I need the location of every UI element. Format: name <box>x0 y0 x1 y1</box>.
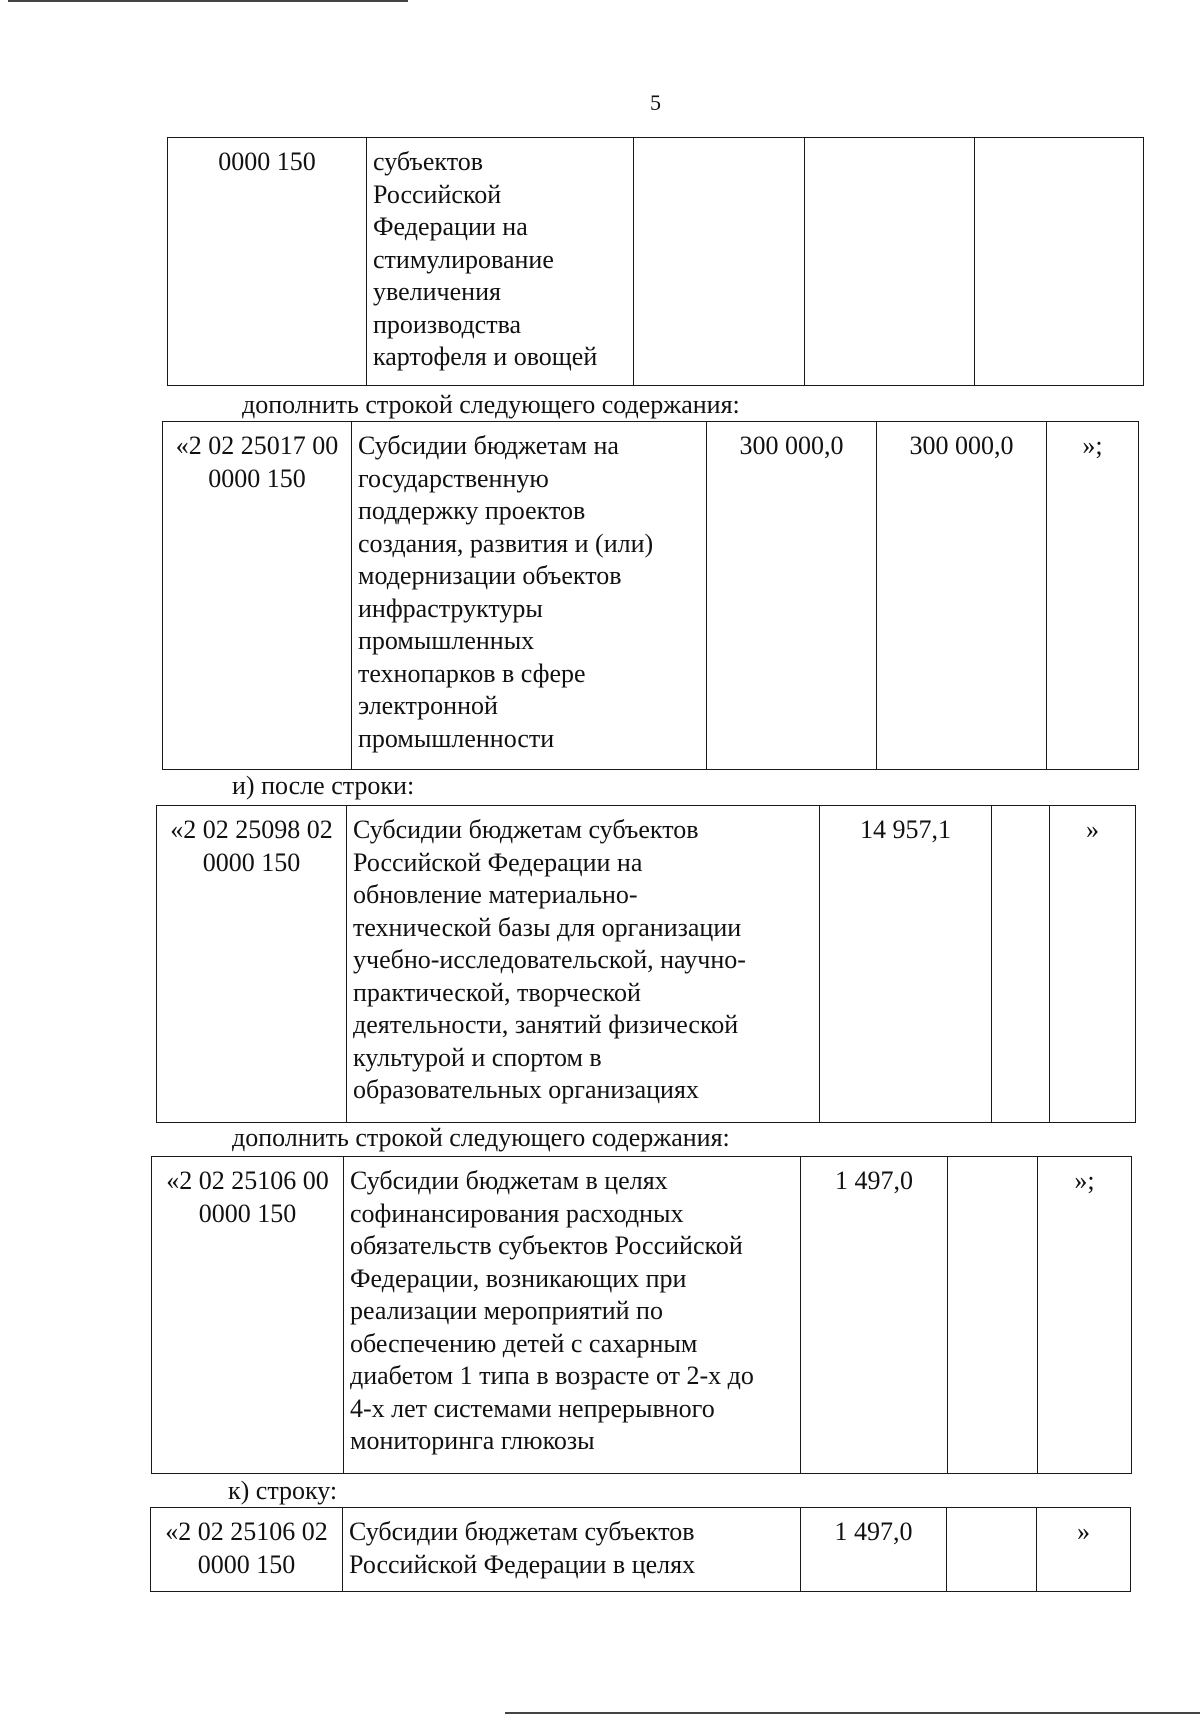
end-cell: » <box>1037 1508 1131 1592</box>
description-cell: Субсидии бюджетам на государственную поддержку проектов создания, развития и (или) модернизации объектов инфраструктуры промышленных технопарков в сфере электронной промышленности <box>352 422 707 770</box>
end-cell: » <box>1050 806 1136 1123</box>
table-subsidy-diabetes <box>151 1156 1132 1474</box>
amount-cell-1: 1 497,0 <box>801 1508 947 1592</box>
amount-cell-2: 300 000,0 <box>877 422 1047 770</box>
code-cell: «2 02 25106 02 0000 150 <box>151 1508 343 1592</box>
phrase-after-row: и) после строки: <box>232 771 415 800</box>
description-cell: Субсидии бюджетам субъектов Российской Федерации в целях <box>343 1508 801 1592</box>
table-row <box>151 1508 1131 1592</box>
table-subsidy-education <box>156 805 1136 1123</box>
table-row <box>157 806 1136 1123</box>
end-cell: »; <box>1047 422 1139 770</box>
amount-cell-1: 1 497,0 <box>801 1157 948 1474</box>
phrase-row-k: к) строку: <box>228 1476 338 1505</box>
table-row <box>168 138 1144 386</box>
table-subsidy-regions <box>150 1507 1131 1592</box>
code-cell: 0000 150 <box>168 138 367 386</box>
amount-cell-1 <box>634 138 805 386</box>
table-continuation <box>167 137 1144 386</box>
table-subsidy-technoparks <box>162 421 1139 770</box>
amount-cell-1: 300 000,0 <box>707 422 877 770</box>
amount-cell-2 <box>948 1157 1038 1474</box>
end-cell <box>975 138 1144 386</box>
table-row <box>163 422 1139 770</box>
phrase-supplement-1: дополнить строкой следующего содержания: <box>242 390 740 419</box>
amount-cell-1: 14 957,1 <box>820 806 992 1123</box>
amount-cell-2 <box>947 1508 1037 1592</box>
phrase-supplement-2: дополнить строкой следующего содержания: <box>232 1123 730 1152</box>
amount-cell-2 <box>805 138 975 386</box>
page-number: 5 <box>650 90 661 115</box>
end-cell: »; <box>1038 1157 1132 1474</box>
description-cell: Субсидии бюджетам субъектов Российской Федерации на обновление материально- технической базы для организации учебно-исследовательской, научно- практической, творческой деятельности, занятий физической культурой и спортом в образовательных организациях <box>347 806 820 1123</box>
code-cell: «2 02 25106 00 0000 150 <box>152 1157 344 1474</box>
amount-cell-2 <box>992 806 1050 1123</box>
description-cell: субъектов Российской Федерации на стимулирование увеличения производства картофеля и овощей <box>367 138 634 386</box>
description-cell: Субсидии бюджетам в целях софинансирования расходных обязательств субъектов Российской Федерации, возникающих при реализации мероприятий по обеспечению детей с сахарным диабетом 1 типа в возрасте от 2-х до 4-х лет системами непрерывного мониторинга глюкозы <box>344 1157 801 1474</box>
code-cell: «2 02 25017 00 0000 150 <box>163 422 352 770</box>
code-cell: «2 02 25098 02 0000 150 <box>157 806 347 1123</box>
table-row <box>152 1157 1132 1474</box>
